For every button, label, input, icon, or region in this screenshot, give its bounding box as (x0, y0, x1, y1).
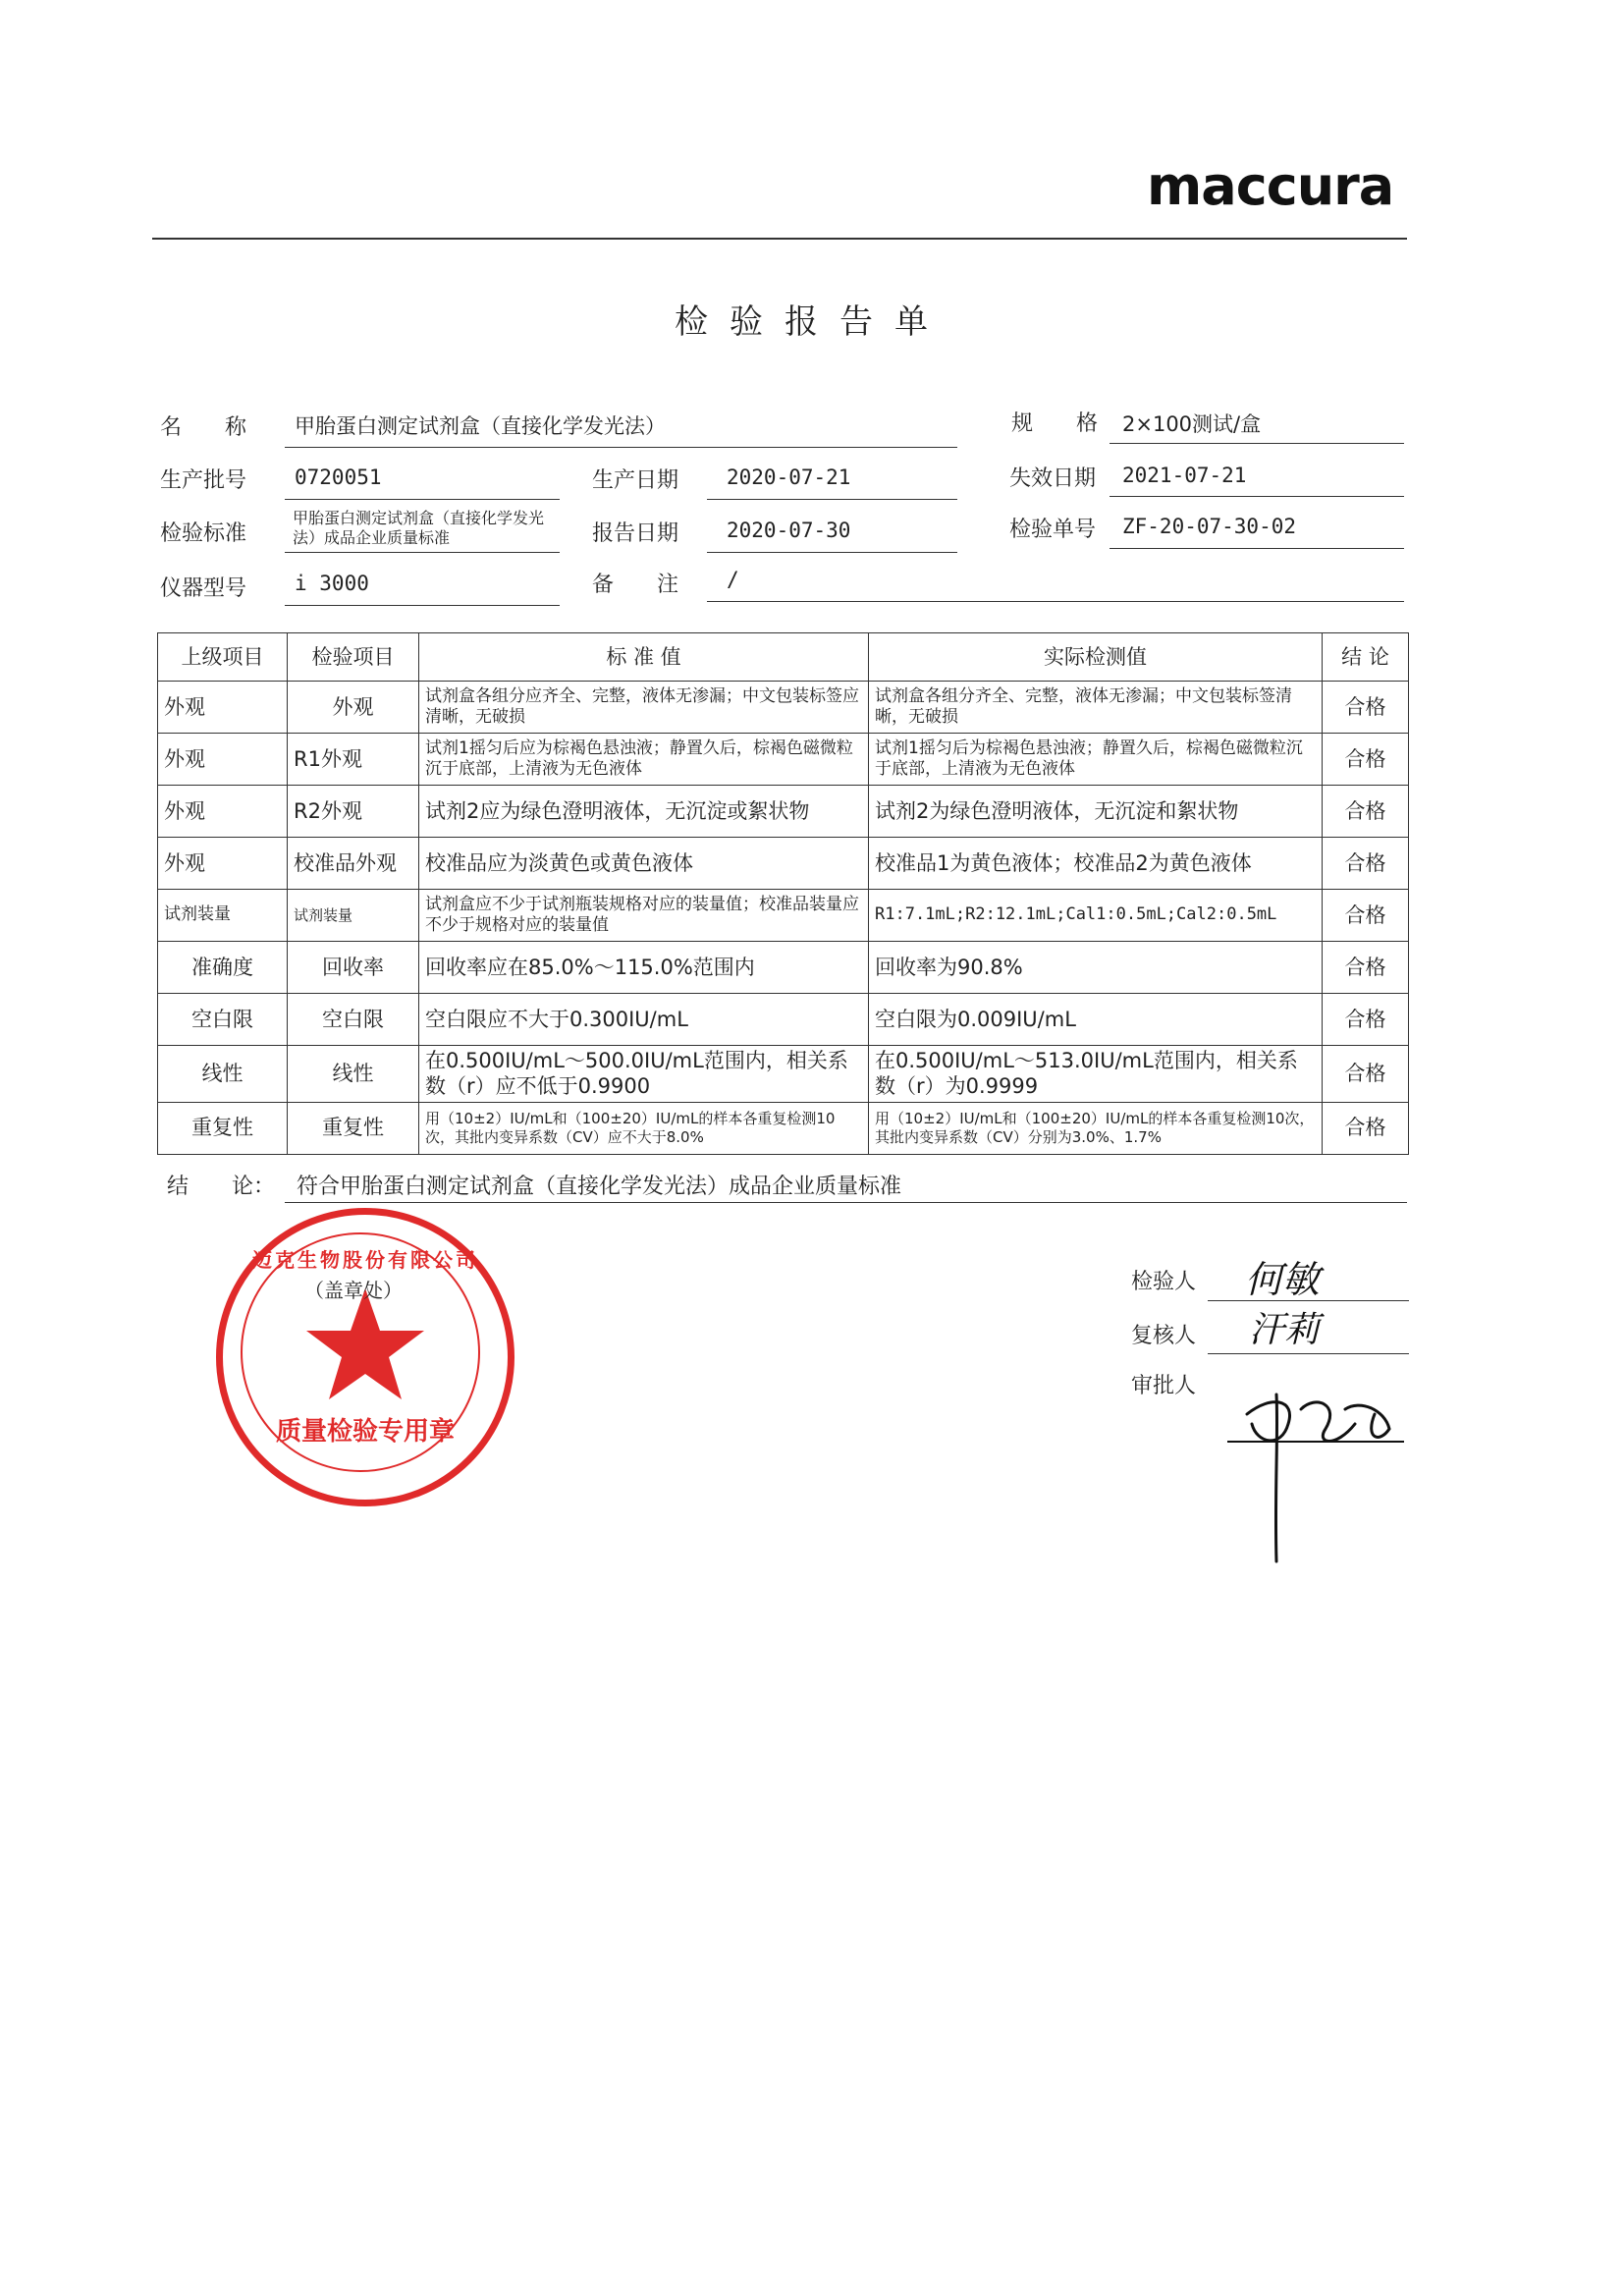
cell-actual: 试剂2为绿色澄明液体，无沉淀和絮状物 (869, 786, 1323, 838)
cell-standard: 试剂2应为绿色澄明液体，无沉淀或絮状物 (419, 786, 869, 838)
conclusion-underline (285, 1202, 1407, 1203)
brand-logo: maccura (1147, 155, 1394, 217)
cell-parent: 线性 (158, 1046, 288, 1103)
cell-actual: 试剂1摇匀后为棕褐色悬浊液；静置久后，棕褐色磁微粒沉于底部，上清液为无色液体 (869, 734, 1323, 786)
cell-item: R2外观 (288, 786, 419, 838)
cell-item: 重复性 (288, 1102, 419, 1154)
prod-date-value: 2020-07-21 (727, 465, 851, 489)
cell-standard: 回收率应在85.0%～115.0%范围内 (419, 942, 869, 994)
col-header-result: 结 论 (1323, 633, 1409, 682)
conclusion-label: 结 论： (167, 1175, 276, 1199)
batch-label: 生产批号 (160, 468, 247, 493)
cell-actual: 在0.500IU/mL～513.0IU/mL范围内，相关系数（r）为0.9999 (869, 1046, 1323, 1103)
cell-standard: 在0.500IU/mL～500.0IU/mL范围内，相关系数（r）应不低于0.9900 (419, 1046, 869, 1103)
reviewer-signature: 汗莉 (1249, 1310, 1321, 1350)
cell-result: 合格 (1323, 1102, 1409, 1154)
cell-parent: 试剂装量 (158, 890, 288, 942)
cell-result: 合格 (1323, 682, 1409, 734)
cell-parent: 外观 (158, 682, 288, 734)
cell-standard: 用（10±2）IU/mL和（100±20）IU/mL的样本各重复检测10次，其批内变异系数（CV）应不大于8.0% (419, 1102, 869, 1154)
exp-date-underline (1110, 496, 1404, 497)
name-value: 甲胎蛋白测定试剂盒（直接化学发光法） (295, 414, 666, 438)
cell-parent: 准确度 (158, 942, 288, 994)
inspector-signature: 何敏 (1245, 1258, 1321, 1301)
cell-actual: 空白限为0.009IU/mL (869, 994, 1323, 1046)
cell-parent: 外观 (158, 786, 288, 838)
batch-underline (285, 499, 560, 500)
spec-label: 规 格 (1011, 411, 1099, 436)
report-no-value: ZF-20-07-30-02 (1122, 515, 1297, 538)
reviewer-underline (1208, 1353, 1409, 1354)
instrument-underline (285, 605, 560, 606)
header-rule (152, 238, 1407, 240)
conclusion-value: 符合甲胎蛋白测定试剂盒（直接化学发光法）成品企业质量标准 (297, 1175, 902, 1199)
cell-parent: 空白限 (158, 994, 288, 1046)
name-underline (285, 447, 957, 448)
col-header-actual: 实际检测值 (869, 633, 1323, 682)
cell-item: 试剂装量 (288, 890, 419, 942)
cell-result: 合格 (1323, 786, 1409, 838)
report-no-underline (1110, 548, 1404, 549)
cell-standard: 试剂盒各组分应齐全、完整，液体无渗漏；中文包装标签应清晰，无破损 (419, 682, 869, 734)
batch-value: 0720051 (295, 465, 382, 489)
cell-result: 合格 (1323, 1046, 1409, 1103)
table-row (158, 734, 1409, 786)
cell-standard: 空白限应不大于0.300IU/mL (419, 994, 869, 1046)
table-row (158, 942, 1409, 994)
exp-date-label: 失效日期 (1009, 466, 1097, 491)
cell-result: 合格 (1323, 994, 1409, 1046)
stamp-note: （盖章处） (304, 1279, 403, 1302)
remark-label: 备 注 (592, 573, 679, 597)
remark-value: / (727, 568, 739, 591)
instrument-value: i 3000 (295, 572, 369, 595)
standard-value: 甲胎蛋白测定试剂盒（直接化学发光法）成品企业质量标准 (293, 509, 545, 547)
inspector-label: 检验人 (1131, 1270, 1197, 1294)
col-header-parent: 上级项目 (158, 633, 288, 682)
col-header-item: 检验项目 (288, 633, 419, 682)
cell-actual: R1:7.1mL;R2:12.1mL;Cal1:0.5mL;Cal2:0.5mL (869, 890, 1323, 942)
report-date-underline (707, 552, 957, 553)
inspection-table (157, 632, 1409, 1155)
reviewer-label: 复核人 (1131, 1324, 1197, 1348)
spec-underline (1110, 443, 1404, 444)
table-row (158, 1046, 1409, 1103)
cell-item: 回收率 (288, 942, 419, 994)
cell-item: 外观 (288, 682, 419, 734)
cell-item: 空白限 (288, 994, 419, 1046)
cell-actual: 试剂盒各组分齐全、完整，液体无渗漏；中文包装标签清晰，无破损 (869, 682, 1323, 734)
cell-result: 合格 (1323, 942, 1409, 994)
cell-standard: 试剂盒应不少于试剂瓶装规格对应的装量值；校准品装量应不少于规格对应的装量值 (419, 890, 869, 942)
table-row (158, 682, 1409, 734)
name-label: 名 称 (160, 415, 247, 440)
prod-date-underline (707, 499, 957, 500)
approver-label: 审批人 (1131, 1374, 1197, 1398)
standard-label: 检验标准 (160, 521, 247, 546)
table-row (158, 994, 1409, 1046)
table-row (158, 786, 1409, 838)
exp-date-value: 2021-07-21 (1122, 464, 1247, 487)
prod-date-label: 生产日期 (592, 468, 679, 493)
cell-actual: 校准品1为黄色液体；校准品2为黄色液体 (869, 838, 1323, 890)
standard-underline (285, 552, 560, 553)
company-seal (216, 1208, 514, 1506)
inspector-underline (1208, 1300, 1409, 1301)
table-row (158, 1102, 1409, 1154)
approver-signature-icon (1218, 1355, 1414, 1571)
table-row (158, 890, 1409, 942)
cell-result: 合格 (1323, 838, 1409, 890)
cell-item: 线性 (288, 1046, 419, 1103)
table-header-row (158, 633, 1409, 682)
cell-standard: 试剂1摇匀后应为棕褐色悬浊液；静置久后，棕褐色磁微粒沉于底部，上清液为无色液体 (419, 734, 869, 786)
cell-parent: 外观 (158, 734, 288, 786)
instrument-label: 仪器型号 (160, 576, 247, 601)
cell-item: R1外观 (288, 734, 419, 786)
cell-result: 合格 (1323, 734, 1409, 786)
report-title: 检验报告单 (675, 302, 949, 342)
seal-inner-text: 质量检验专用章 (275, 1417, 455, 1447)
remark-underline (707, 601, 1404, 602)
cell-actual: 回收率为90.8% (869, 942, 1323, 994)
report-no-label: 检验单号 (1009, 518, 1097, 542)
report-date-value: 2020-07-30 (727, 519, 851, 542)
cell-standard: 校准品应为淡黄色或黄色液体 (419, 838, 869, 890)
seal-outer-text: 迈克生物股份有限公司 (252, 1248, 478, 1272)
cell-actual: 用（10±2）IU/mL和（100±20）IU/mL的样本各重复检测10次，其批内变异系数（CV）分别为3.0%、1.7% (869, 1102, 1323, 1154)
cell-result: 合格 (1323, 890, 1409, 942)
table-row (158, 838, 1409, 890)
cell-parent: 外观 (158, 838, 288, 890)
cell-parent: 重复性 (158, 1102, 288, 1154)
cell-item: 校准品外观 (288, 838, 419, 890)
report-date-label: 报告日期 (592, 521, 679, 546)
col-header-standard: 标 准 值 (419, 633, 869, 682)
spec-value: 2×100测试/盒 (1122, 412, 1262, 436)
